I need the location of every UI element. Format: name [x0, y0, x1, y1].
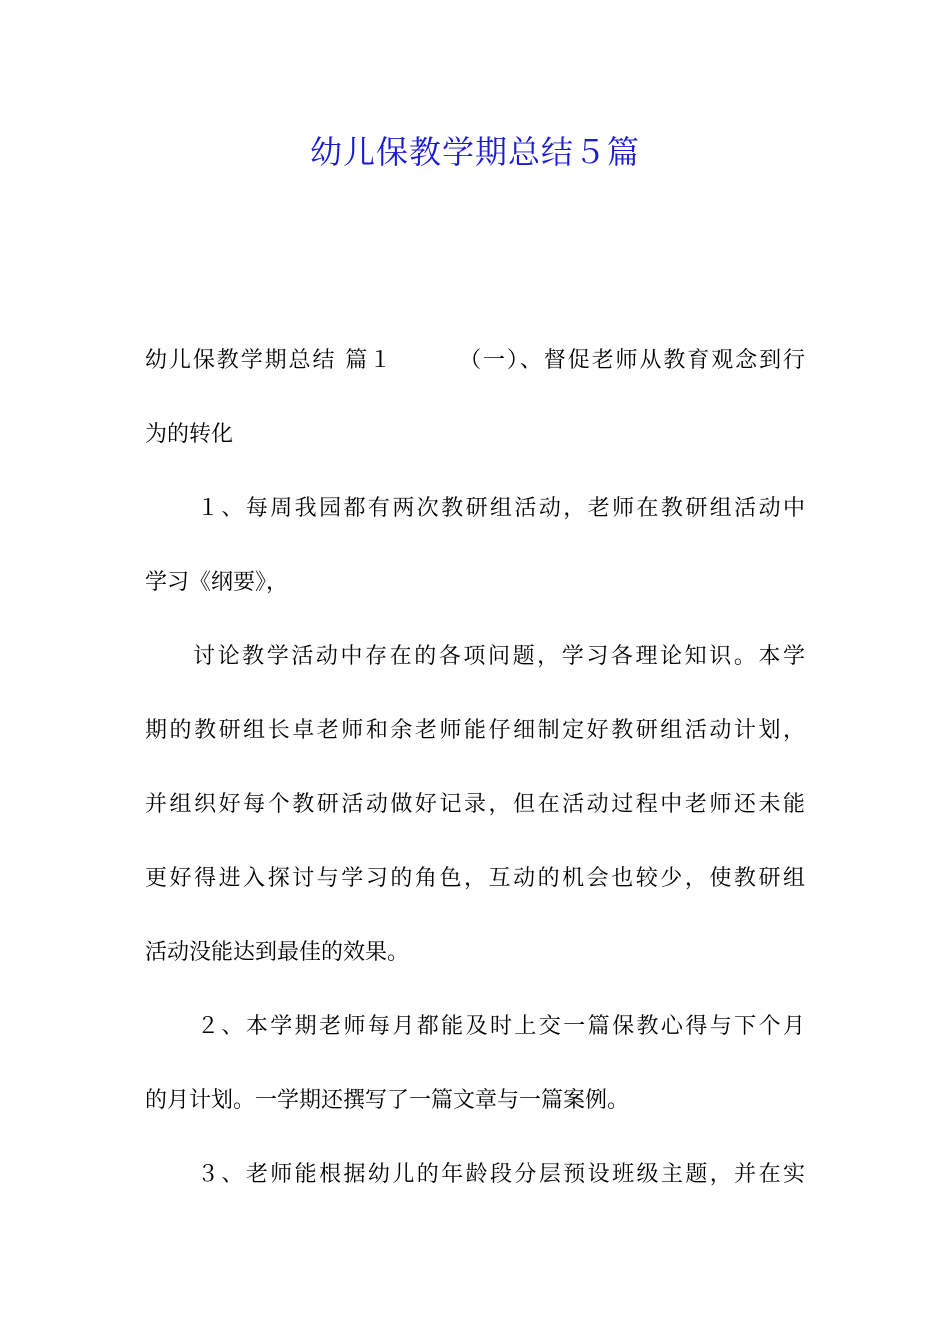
paragraph-line: ３、老师能根据幼儿的年龄段分层预设班级主题，并在实	[197, 1162, 805, 1187]
paragraph-line: 期的教研组长卓老师和余老师能仔细制定好教研组活动计划，	[145, 718, 805, 743]
paragraph-line: １、每周我园都有两次教研组活动，老师在教研组活动中	[197, 496, 805, 521]
subsection-heading: （一）、督促老师从教育观念到行	[457, 348, 805, 373]
paragraph-line: 并组织好每个教研活动做好记录，但在活动过程中老师还未能	[145, 792, 805, 817]
paragraph-line: 为的转化	[145, 422, 234, 447]
document-body	[145, 338, 805, 1226]
paragraph-line: ２、本学期老师每月都能及时上交一篇保教心得与下个月	[197, 1014, 805, 1039]
paragraph-line	[145, 338, 805, 412]
paragraph-line: 的月计划。一学期还撰写了一篇文章与一篇案例。	[145, 1088, 630, 1113]
section-heading: 幼儿保教学期总结 篇１	[145, 348, 394, 373]
document-title: 幼儿保教学期总结５篇	[309, 133, 640, 171]
paragraph-line: 活动没能达到最佳的效果。	[145, 940, 410, 965]
paragraph-line: 讨论教学活动中存在的各项问题，学习各理论知识。本学	[193, 644, 805, 669]
paragraph-line: 更好得进入探讨与学习的角色，互动的机会也较少，使教研组	[145, 866, 805, 891]
paragraph-line: 学习《纲要》，	[145, 570, 289, 595]
